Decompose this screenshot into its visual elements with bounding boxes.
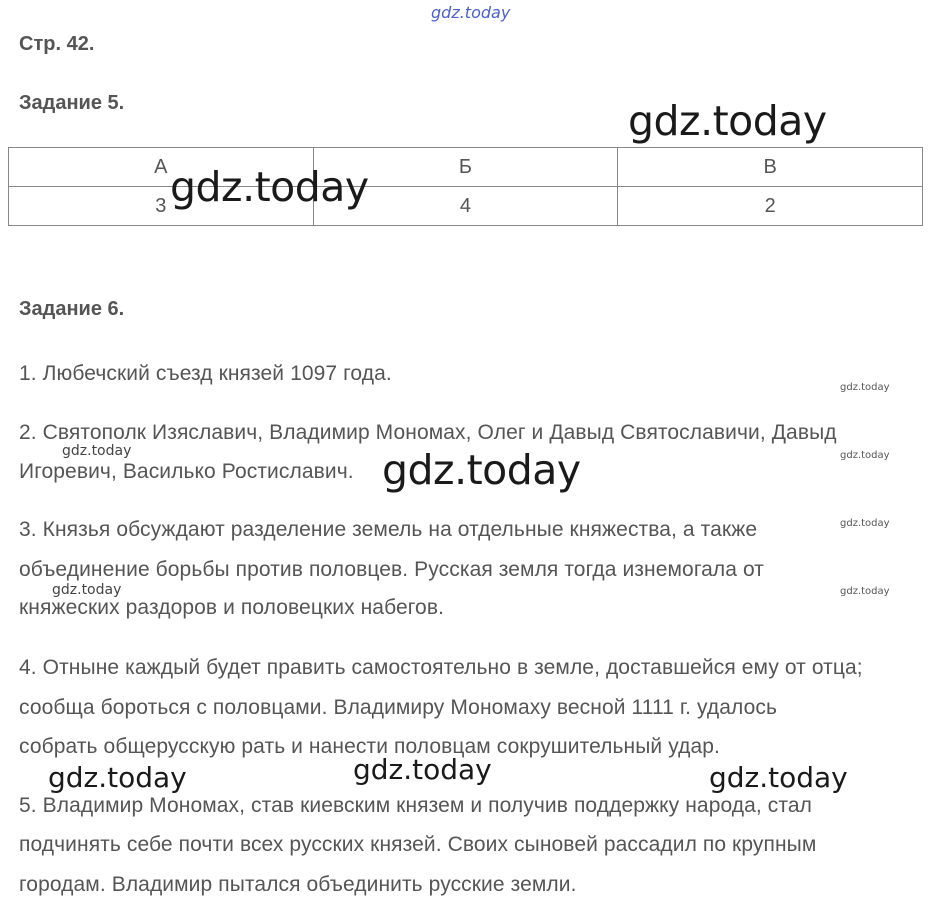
watermark: gdz.today (840, 518, 890, 529)
watermark: gdz.today (48, 761, 187, 794)
answer-line: собрать общерусскую рать и нанести половцам сокрушительный удар. (19, 735, 720, 758)
watermark: gdz.today (840, 586, 890, 597)
table-header-cell: А (9, 148, 314, 187)
answer-table (8, 147, 923, 226)
table-cell: 3 (9, 187, 314, 226)
answer-line: 3. Князья обсуждают разделение земель на отдельные княжества, а также (19, 518, 758, 541)
task6-title: Задание 6. (19, 298, 125, 320)
table-cell: 2 (618, 187, 923, 226)
answer-line: 5. Владимир Мономах, став киевским князем и получив поддержку народа, стал (19, 794, 813, 817)
answer-line: 4. Отныне каждый будет править самостоятельно в земле, доставшейся ему от отца; (19, 656, 863, 679)
table-row (9, 187, 923, 226)
task5-title: Задание 5. (19, 92, 125, 114)
table-header-row (9, 148, 923, 187)
watermark: gdz.today (840, 450, 890, 461)
watermark: gdz.today (353, 753, 492, 786)
answer-line: Игоревич, Василько Ростиславич. (19, 460, 354, 483)
table-header-cell: Б (313, 148, 618, 187)
watermark: gdz.today (840, 382, 890, 393)
answer-line: 2. Святополк Изяславич, Владимир Мономах, Олег и Давыд Святославичи, Давыд (19, 421, 837, 444)
watermark: gdz.today (709, 761, 848, 794)
answer-line: городам. Владимир пытался объединить русские земли. (19, 873, 577, 896)
table-header-cell: В (618, 148, 923, 187)
table-cell: 4 (313, 187, 618, 226)
answer-line: 1. Любечский съезд князей 1097 года. (19, 362, 392, 385)
top-watermark: gdz.today (431, 3, 511, 22)
watermark: gdz.today (62, 443, 132, 459)
watermark: gdz.today (170, 163, 369, 211)
watermark: gdz.today (52, 582, 122, 598)
watermark: gdz.today (382, 446, 581, 494)
answer-line: объединение борьбы против половцев. Русская земля тогда изнемогала от (19, 558, 765, 581)
watermark: gdz.today (628, 97, 827, 145)
page-reference: Стр. 42. (19, 33, 95, 55)
answer-line: сообща бороться с половцами. Владимиру Мономаху весной 1111 г. удалось (19, 696, 778, 719)
answer-line: княжеских раздоров и половецких набегов. (19, 596, 445, 619)
answer-line: подчинять себе почти всех русских князей. Своих сыновей рассадил по крупным (19, 833, 817, 856)
